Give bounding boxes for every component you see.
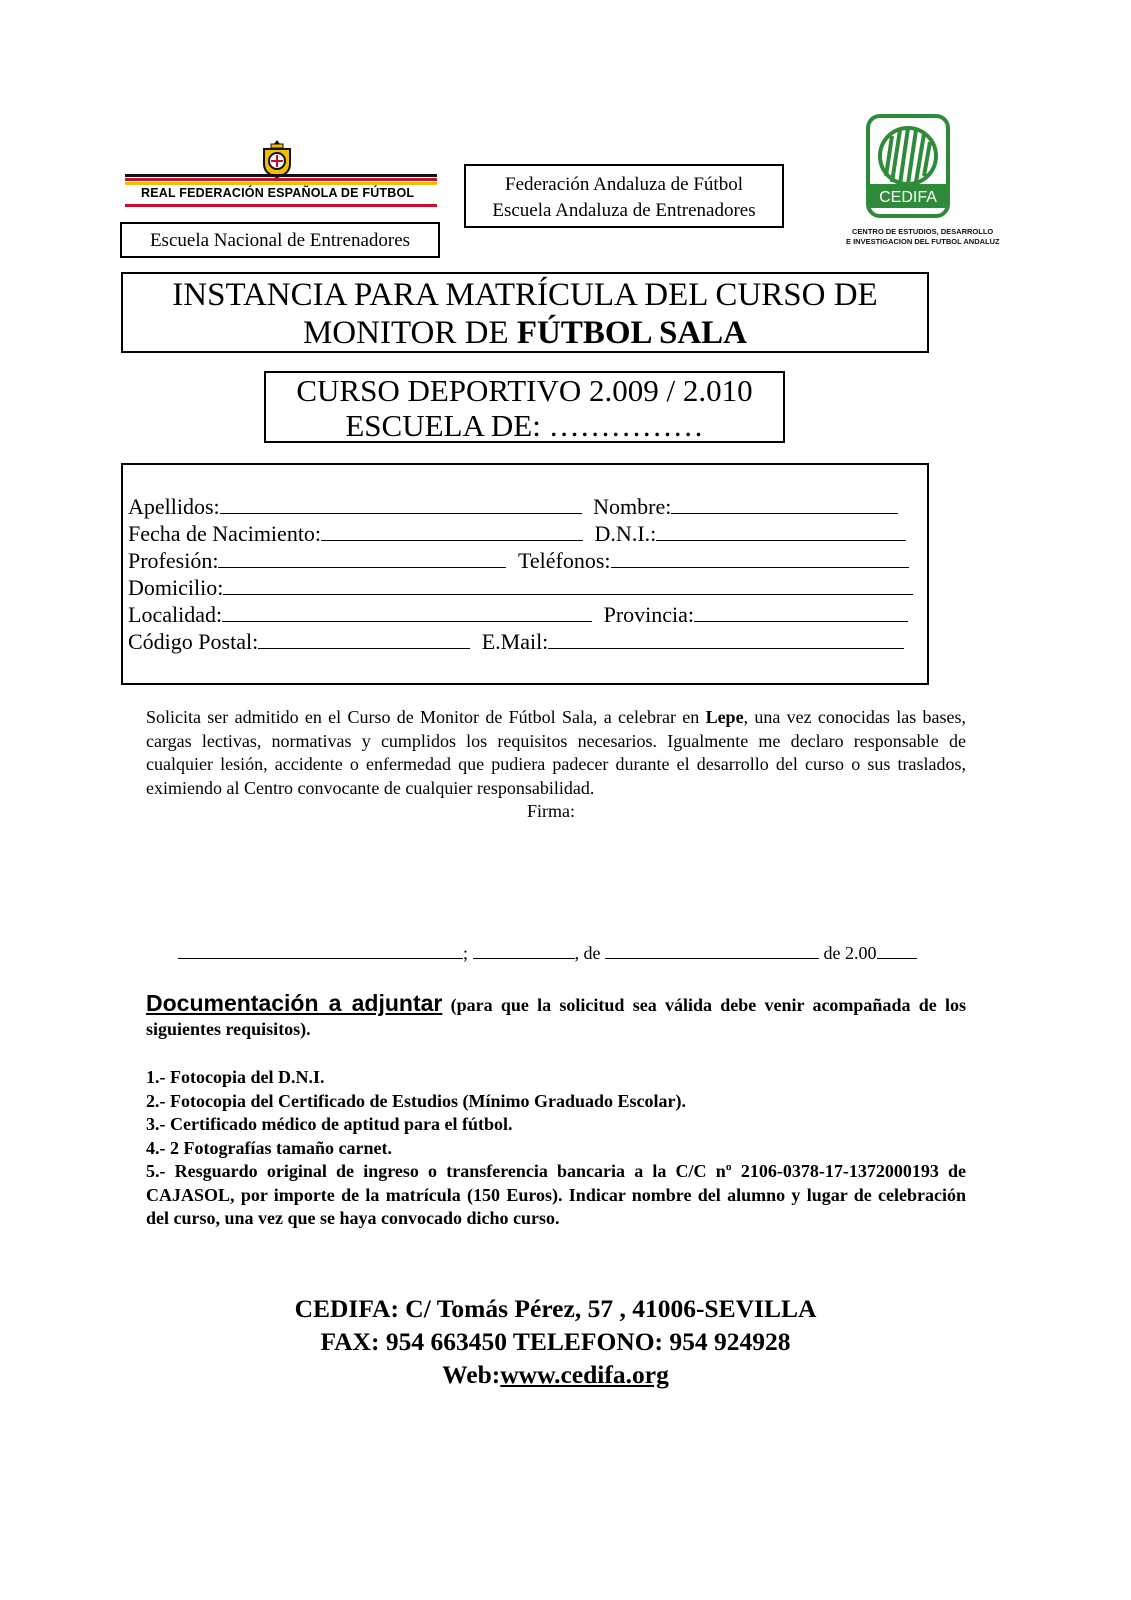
localidad-field[interactable] — [222, 603, 592, 622]
row-profesion — [128, 547, 909, 575]
title-box — [121, 272, 929, 353]
fecha-nacimiento-label: Fecha de Nacimiento: — [128, 521, 322, 546]
footer-phones: FAX: 954 663450 TELEFONO: 954 924928 — [320, 1327, 791, 1356]
doc-item: 2.- Fotocopia del Certificado de Estudios (Mínimo Graduado Escolar). — [146, 1090, 686, 1111]
svg-text:E INVESTIGACION DEL FUTBOL AND: E INVESTIGACION DEL FUTBOL ANDALUZ — [846, 237, 1000, 246]
title-line-2-bold: FÚTBOL SALA — [516, 315, 748, 351]
rfef-name: REAL FEDERACIÓN ESPAÑOLA DE FÚTBOL — [141, 186, 415, 200]
personal-data-form — [121, 463, 929, 685]
email-field[interactable] — [548, 630, 904, 649]
title-line-2 — [123, 314, 927, 352]
footer-web — [0, 1358, 1111, 1391]
course-line-1: CURSO DEPORTIVO 2.009 / 2.010 — [296, 373, 753, 408]
profesion-label: Profesión: — [128, 548, 219, 573]
course-box — [264, 371, 785, 443]
doc-item: 5.- Resguardo original de ingreso o transferencia bancaria a la C/C nº 2106-0378-17-1372000193 de CAJASOL, por importe de la matrícula (150 Euros). Indicar nombre del alumno y lugar de celebración del curso, una vez que se haya convocado dicho curso. — [146, 1161, 966, 1228]
rfef-logo — [125, 138, 437, 214]
telefonos-label: Teléfonos: — [517, 548, 611, 573]
nombre-field[interactable] — [671, 495, 898, 514]
dni-label: D.N.I.: — [594, 521, 657, 546]
course-line-2: ESCUELA DE: …………… — [345, 408, 704, 443]
request-paragraph — [146, 706, 966, 800]
nombre-label: Nombre: — [593, 494, 672, 519]
documentation-heading: Documentación a adjuntar — [146, 990, 443, 1016]
domicilio-field[interactable] — [223, 576, 913, 595]
footer-address: CEDIFA: C/ Tomás Pérez, 57 , 41006-SEVILLA — [294, 1294, 817, 1323]
domicilio-label: Domicilio: — [128, 575, 224, 600]
request-place: Lepe — [705, 707, 744, 727]
email-label: E.Mail: — [481, 629, 549, 654]
signature-label: Firma: — [527, 801, 575, 821]
rfef-crest-icon — [257, 138, 297, 178]
doc-item: 3.- Certificado médico de aptitud para el fútbol. — [146, 1114, 513, 1134]
documentation-note: (para que la solicitud sea válida debe venir acompañada de los siguientes requisitos). — [146, 995, 966, 1039]
footer — [0, 1292, 1111, 1391]
year-field[interactable] — [877, 940, 917, 959]
cedifa-logo — [846, 114, 1000, 254]
provincia-field[interactable] — [694, 603, 908, 622]
request-text-before: Solicita ser admitido en el Curso de Monitor de Fútbol Sala, a celebrar en — [146, 707, 706, 727]
date-sep-1: ; — [463, 943, 469, 963]
footer-web-label: Web: — [442, 1360, 501, 1389]
date-sep-3: de 2.00 — [823, 943, 877, 963]
faf-line-2: Escuela Andaluza de Entrenadores — [492, 200, 756, 221]
doc-item: 1.- Fotocopia del D.N.I. — [146, 1067, 325, 1087]
apellidos-label: Apellidos: — [128, 494, 220, 519]
documentation-intro — [146, 992, 966, 1041]
apellidos-field[interactable] — [220, 495, 582, 514]
fecha-nacimiento-field[interactable] — [321, 522, 583, 541]
date-line — [178, 940, 917, 965]
month-field[interactable] — [605, 940, 819, 959]
telefonos-field[interactable] — [611, 549, 909, 568]
place-field[interactable] — [178, 940, 463, 959]
row-domicilio — [128, 574, 913, 602]
faf-line-1: Federación Andaluza de Fútbol — [505, 174, 743, 195]
row-localidad — [128, 601, 908, 629]
request-text-after: , una vez conocidas las bases, cargas lectivas, normativas y cumplidos los requisitos necesarios. Igualmente me declaro responsable de cualquier lesión, accidente o enfermedad que pudiera padecer durante el desarrollo del curso o sus traslados, eximiendo al Centro convocante de cualquier responsabilidad. — [146, 707, 966, 798]
rfef-school-label: Escuela Nacional de Entrenadores — [149, 230, 411, 251]
dni-field[interactable] — [656, 522, 906, 541]
doc-item: 4.- 2 Fotografías tamaño carnet. — [146, 1137, 392, 1158]
svg-text:CENTRO DE ESTUDIOS, DESARROLLO: CENTRO DE ESTUDIOS, DESARROLLO — [852, 227, 994, 236]
title-line-2-normal: MONITOR DE — [302, 315, 517, 351]
row-fecha — [128, 520, 906, 548]
cedifa-badge-text: CEDIFA — [879, 189, 937, 206]
date-sep-2: , de — [574, 943, 601, 963]
row-codigo-postal — [128, 628, 904, 656]
provincia-label: Provincia: — [603, 602, 695, 627]
localidad-label: Localidad: — [128, 602, 223, 627]
codigo-postal-field[interactable] — [258, 630, 470, 649]
profesion-field[interactable] — [218, 549, 506, 568]
cedifa-emblem-icon — [846, 114, 1000, 254]
rfef-school-box — [120, 222, 440, 258]
row-apellidos — [128, 493, 898, 521]
day-field[interactable] — [473, 940, 575, 959]
faf-box — [464, 164, 784, 228]
footer-web-link[interactable]: www.cedifa.org — [500, 1360, 669, 1389]
title-line-1: INSTANCIA PARA MATRÍCULA DEL CURSO DE — [172, 277, 878, 313]
codigo-postal-label: Código Postal: — [128, 629, 259, 654]
documentation-list — [146, 1066, 966, 1231]
